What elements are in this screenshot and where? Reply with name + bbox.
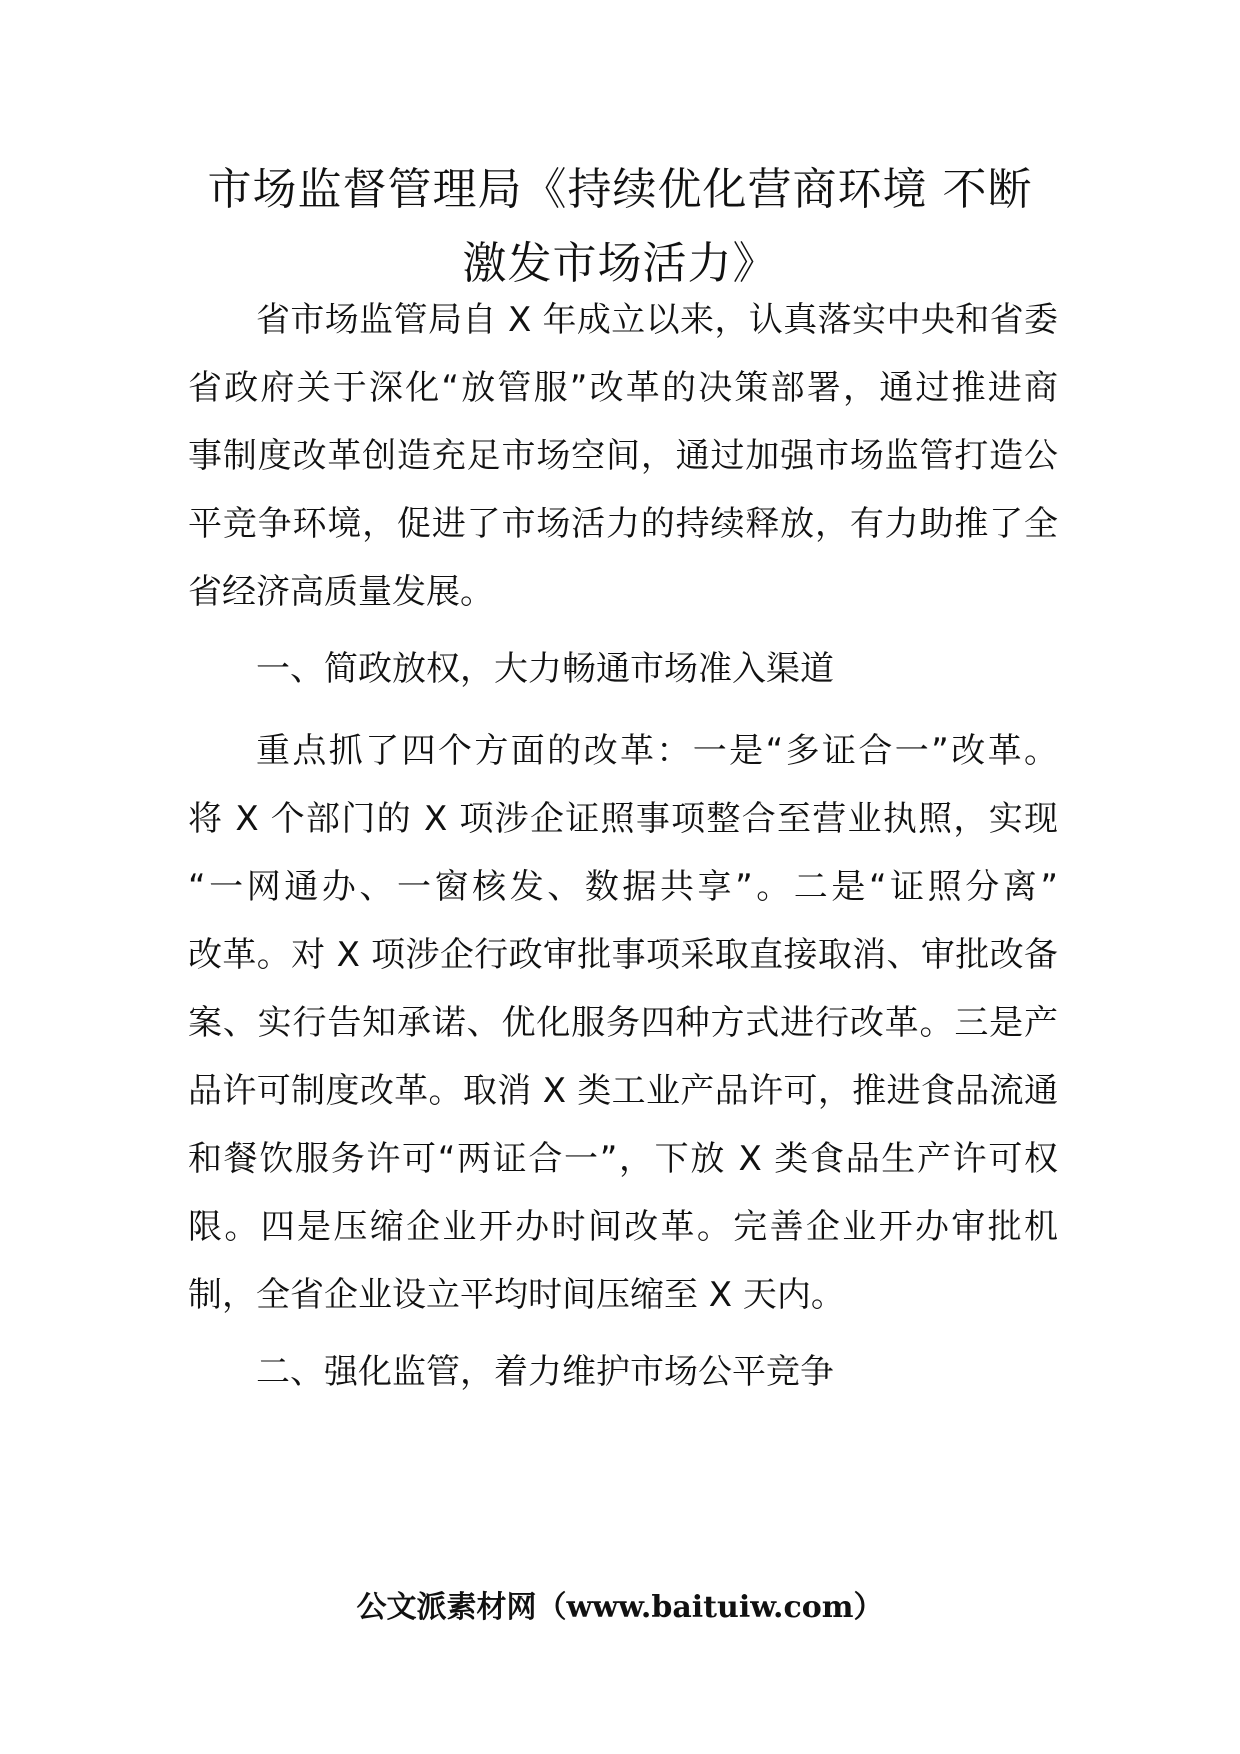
paragraph-1-line-4: 平竞争环境，促进了市场活力的持续释放，有力助推了全 bbox=[188, 504, 1058, 544]
paragraph-2-line-3: “一网通办、一窗核发、数据共享”。二是“证照分离” bbox=[188, 867, 1058, 907]
section-heading-1: 一、简政放权，大力畅通市场准入渠道 bbox=[256, 649, 834, 689]
paragraph-2-line-2: 将 X 个部门的 X 项涉企证照事项整合至营业执照，实现 bbox=[188, 799, 1058, 839]
paragraph-2-line-8: 限。四是压缩企业开办时间改革。完善企业开办审批机 bbox=[188, 1207, 1058, 1247]
paragraph-1-line-2: 省政府关于深化“放管服”改革的决策部署，通过推进商 bbox=[188, 368, 1058, 408]
paragraph-1-line-5: 省经济高质量发展。 bbox=[188, 572, 494, 612]
paragraph-2-line-5: 案、实行告知承诺、优化服务四种方式进行改革。三是产 bbox=[188, 1003, 1058, 1043]
paragraph-2-line-6: 品许可制度改革。取消 X 类工业产品许可，推进食品流通 bbox=[188, 1071, 1058, 1111]
document-title-line-2: 激发市场活力》 bbox=[462, 238, 778, 289]
paragraph-1-line-1: 省市场监管局自 X 年成立以来，认真落实中央和省委 bbox=[256, 300, 1058, 340]
paragraph-1-line-3: 事制度改革创造充足市场空间，通过加强市场监管打造公 bbox=[188, 436, 1058, 476]
section-heading-2: 二、强化监管，着力维护市场公平竞争 bbox=[256, 1352, 834, 1392]
footer-source-text: 公文派素材网（www.baituiw.com） bbox=[356, 1590, 884, 1625]
paragraph-2-line-7: 和餐饮服务许可“两证合一”，下放 X 类食品生产许可权 bbox=[188, 1139, 1058, 1179]
paragraph-2-line-4: 改革。对 X 项涉企行政审批事项采取直接取消、审批改备 bbox=[188, 935, 1058, 975]
paragraph-2-line-1: 重点抓了四个方面的改革：一是“多证合一”改革。 bbox=[256, 731, 1058, 771]
paragraph-2-line-9: 制，全省企业设立平均时间压缩至 X 天内。 bbox=[188, 1275, 845, 1315]
document-title-line-1: 市场监督管理局《持续优化营商环境 不断 bbox=[207, 164, 1033, 215]
